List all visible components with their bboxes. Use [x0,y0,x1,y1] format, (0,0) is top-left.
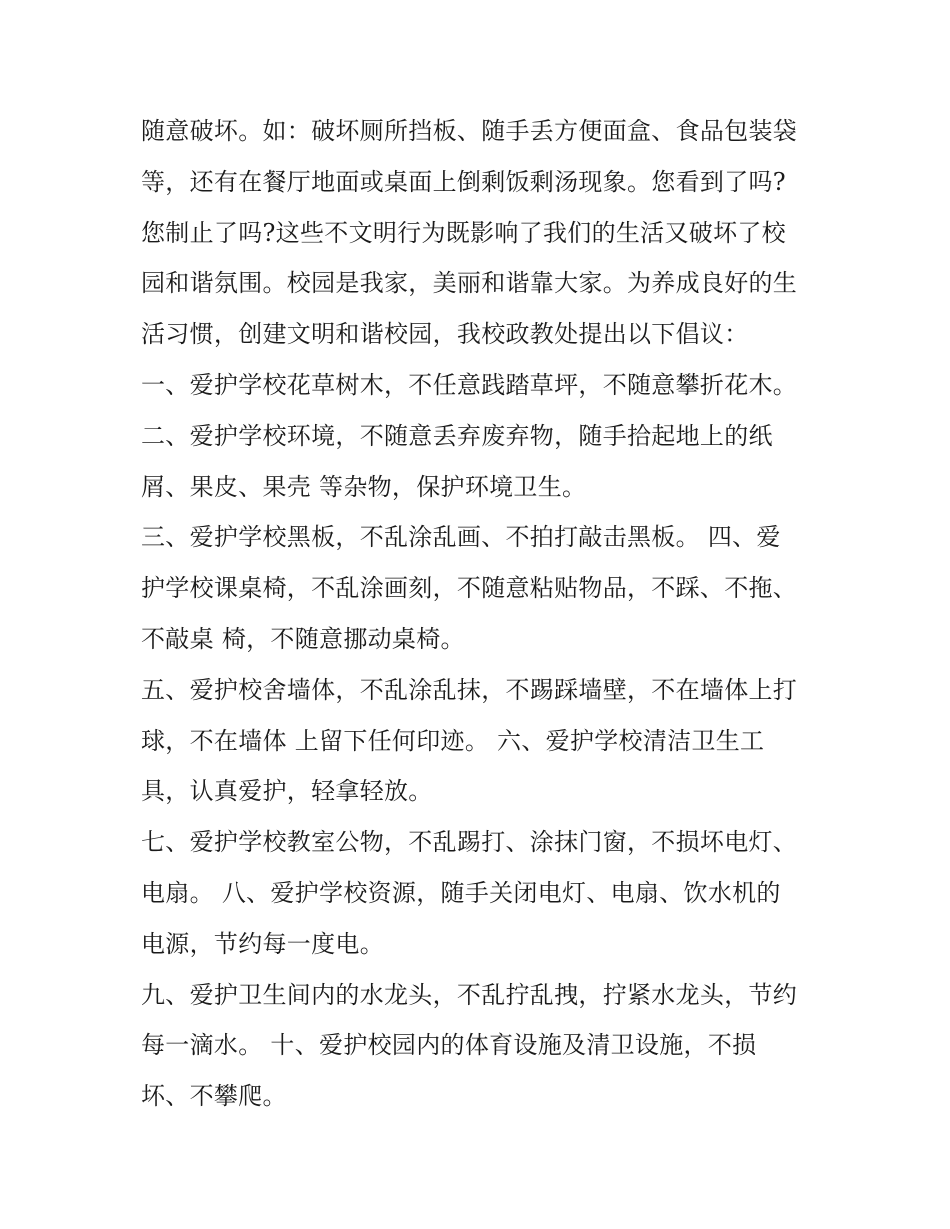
text-line: 活习惯，创建文明和谐校园，我校政教处提出以下倡议： [141,320,749,349]
text-line: 一、爱护学校花草树木，不任意践踏草坪，不随意攀折花木。 [141,370,798,399]
text-line: 随意破坏。如：破坏厕所挡板、随手丢方便面盒、食品包装袋 [141,117,798,145]
text-line: 您制止了吗?这些不文明行为既影响了我们的生活又破坏了校 [141,218,786,247]
text-line: 具，认真爱护，轻拿轻放。 [141,777,433,806]
text-line: 电扇。 八、爱护学校资源，随手关闭电灯、电扇、饮水机的 [141,878,781,907]
document-body [141,106,841,1122]
text-line: 三、爱护学校黑板，不乱涂乱画、不拍打敲击黑板。 四、爱 [141,523,781,552]
text-line: 护学校课桌椅，不乱涂画刻，不随意粘贴物品，不踩、不拖、 [141,574,798,603]
text-line: 园和谐氛围。校园是我家，美丽和谐靠大家。为养成良好的生 [141,269,798,298]
text-line: 屑、果皮、果壳 等杂物，保护环境卫生。 [141,472,587,501]
text-line: 电源，节约每一度电。 [141,929,384,958]
text-line: 七、爱护学校教室公物，不乱踢打、涂抹门窗，不损坏电灯、 [141,828,798,857]
text-line: 二、爱护学校环境，不随意丢弃废弃物，随手拾起地上的纸 [141,421,773,450]
text-line: 五、爱护校舍墙体，不乱涂乱抹，不踢踩墙壁，不在墙体上打 [141,675,798,704]
text-line: 坏、不攀爬。 [141,1082,287,1111]
text-line: 九、爱护卫生间内的水龙头，不乱拧乱拽，拧紧水龙头，节约 [141,980,798,1009]
text-line: 球，不在墙体 上留下任何印迹。 六、爱护学校清洁卫生工 [141,726,765,755]
text-line: 每一滴水。 十、爱护校园内的体育设施及清卫设施，不损 [141,1031,757,1060]
text-line: 等，还有在餐厅地面或桌面上倒剩饭剩汤现象。您看到了吗? [141,167,786,196]
text-line: 不敲桌 椅，不随意挪动桌椅。 [141,624,465,653]
